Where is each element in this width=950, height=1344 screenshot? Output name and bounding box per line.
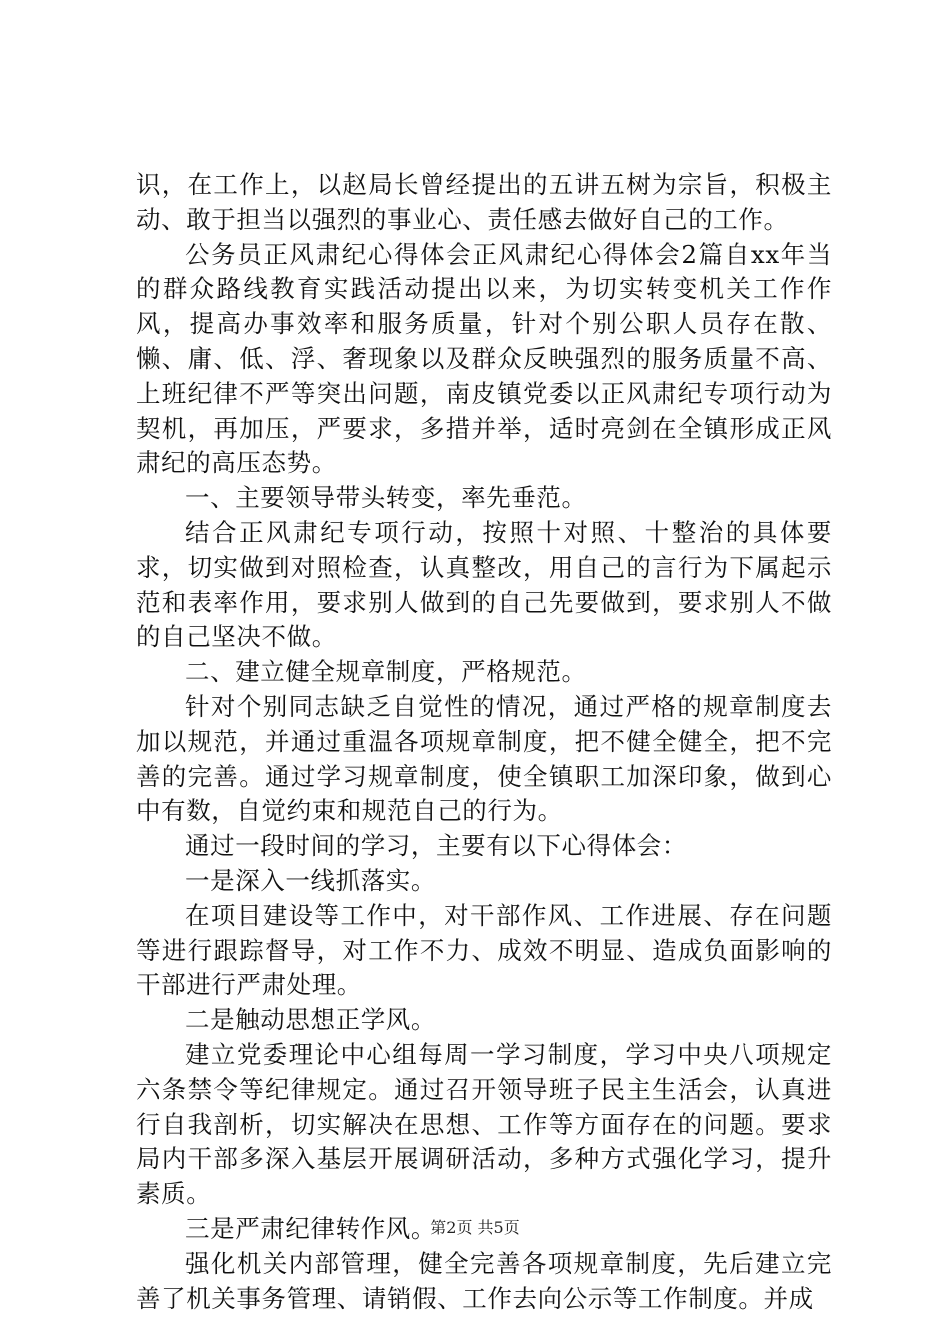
paragraph: 强化机关内部管理，健全完善各项规章制度，先后建立完善了机关事务管理、请销假、工作去向公示等工作制度。并成: [136, 1248, 832, 1313]
paragraph: 建立党委理论中心组每周一学习制度，学习中央八项规定六条禁令等纪律规定。通过召开领导班子民主生活会，认真进行自我剖析，切实解决在思想、工作等方面存在的问题。要求局内干部多深入基层开展调研活动，多种方式强化学习，提升素质。: [136, 1039, 832, 1209]
document-body: [136, 168, 832, 1316]
subsection-heading: 二是触动思想正学风。: [185, 1005, 436, 1035]
subsection-heading: 三是严肃纪律转作风。: [185, 1213, 436, 1243]
paragraph: 在项目建设等工作中，对干部作风、工作进展、存在问题等进行跟踪督导，对工作不力、成效不明显、造成负面影响的干部进行严肃处理。: [136, 900, 832, 1000]
paragraph: 通过一段时间的学习，主要有以下心得体会：: [185, 831, 687, 861]
paragraph: 结合正风肃纪专项行动，按照十对照、十整治的具体要求，切实做到对照检查，认真整改，用自己的言行为下属起示范和表率作用，要求别人做到的自己先要做到，要求别人不做的自己坚决不做。: [136, 517, 832, 652]
section-heading: 二、建立健全规章制度，严格规范。: [185, 657, 587, 687]
paragraph: 识，在工作上，以赵局长曾经提出的五讲五树为宗旨，积极主动、敢于担当以强烈的事业心、责任感去做好自己的工作。: [136, 170, 832, 234]
paragraph: 公务员正风肃纪心得体会正风肃纪心得体会2篇自xx年当的群众路线教育实践活动提出以来，为切实转变机关工作作风，提高办事效率和服务质量，针对个别公职人员存在散、懒、庸、低、浮、奢现象以及群众反映强烈的服务质量不高、上班纪律不严等突出问题，南皮镇党委以正风肃纪专项行动为契机，再加压，严要求，多措并举，适时亮剑在全镇形成正风肃纪的高压态势。: [136, 239, 832, 478]
subsection-heading: 一是深入一线抓落实。: [185, 865, 436, 895]
page-number: 第2页 共5页: [430, 1218, 520, 1237]
page-footer: [0, 1215, 950, 1238]
paragraph: 针对个别同志缺乏自觉性的情况，通过严格的规章制度去加以规范，并通过重温各项规章制度，把不健全健全，把不完善的完善。通过学习规章制度，使全镇职工加深印象，做到心中有数，自觉约束和规范自己的行为。: [136, 691, 832, 826]
section-heading: 一、主要领导带头转变，率先垂范。: [185, 483, 587, 513]
